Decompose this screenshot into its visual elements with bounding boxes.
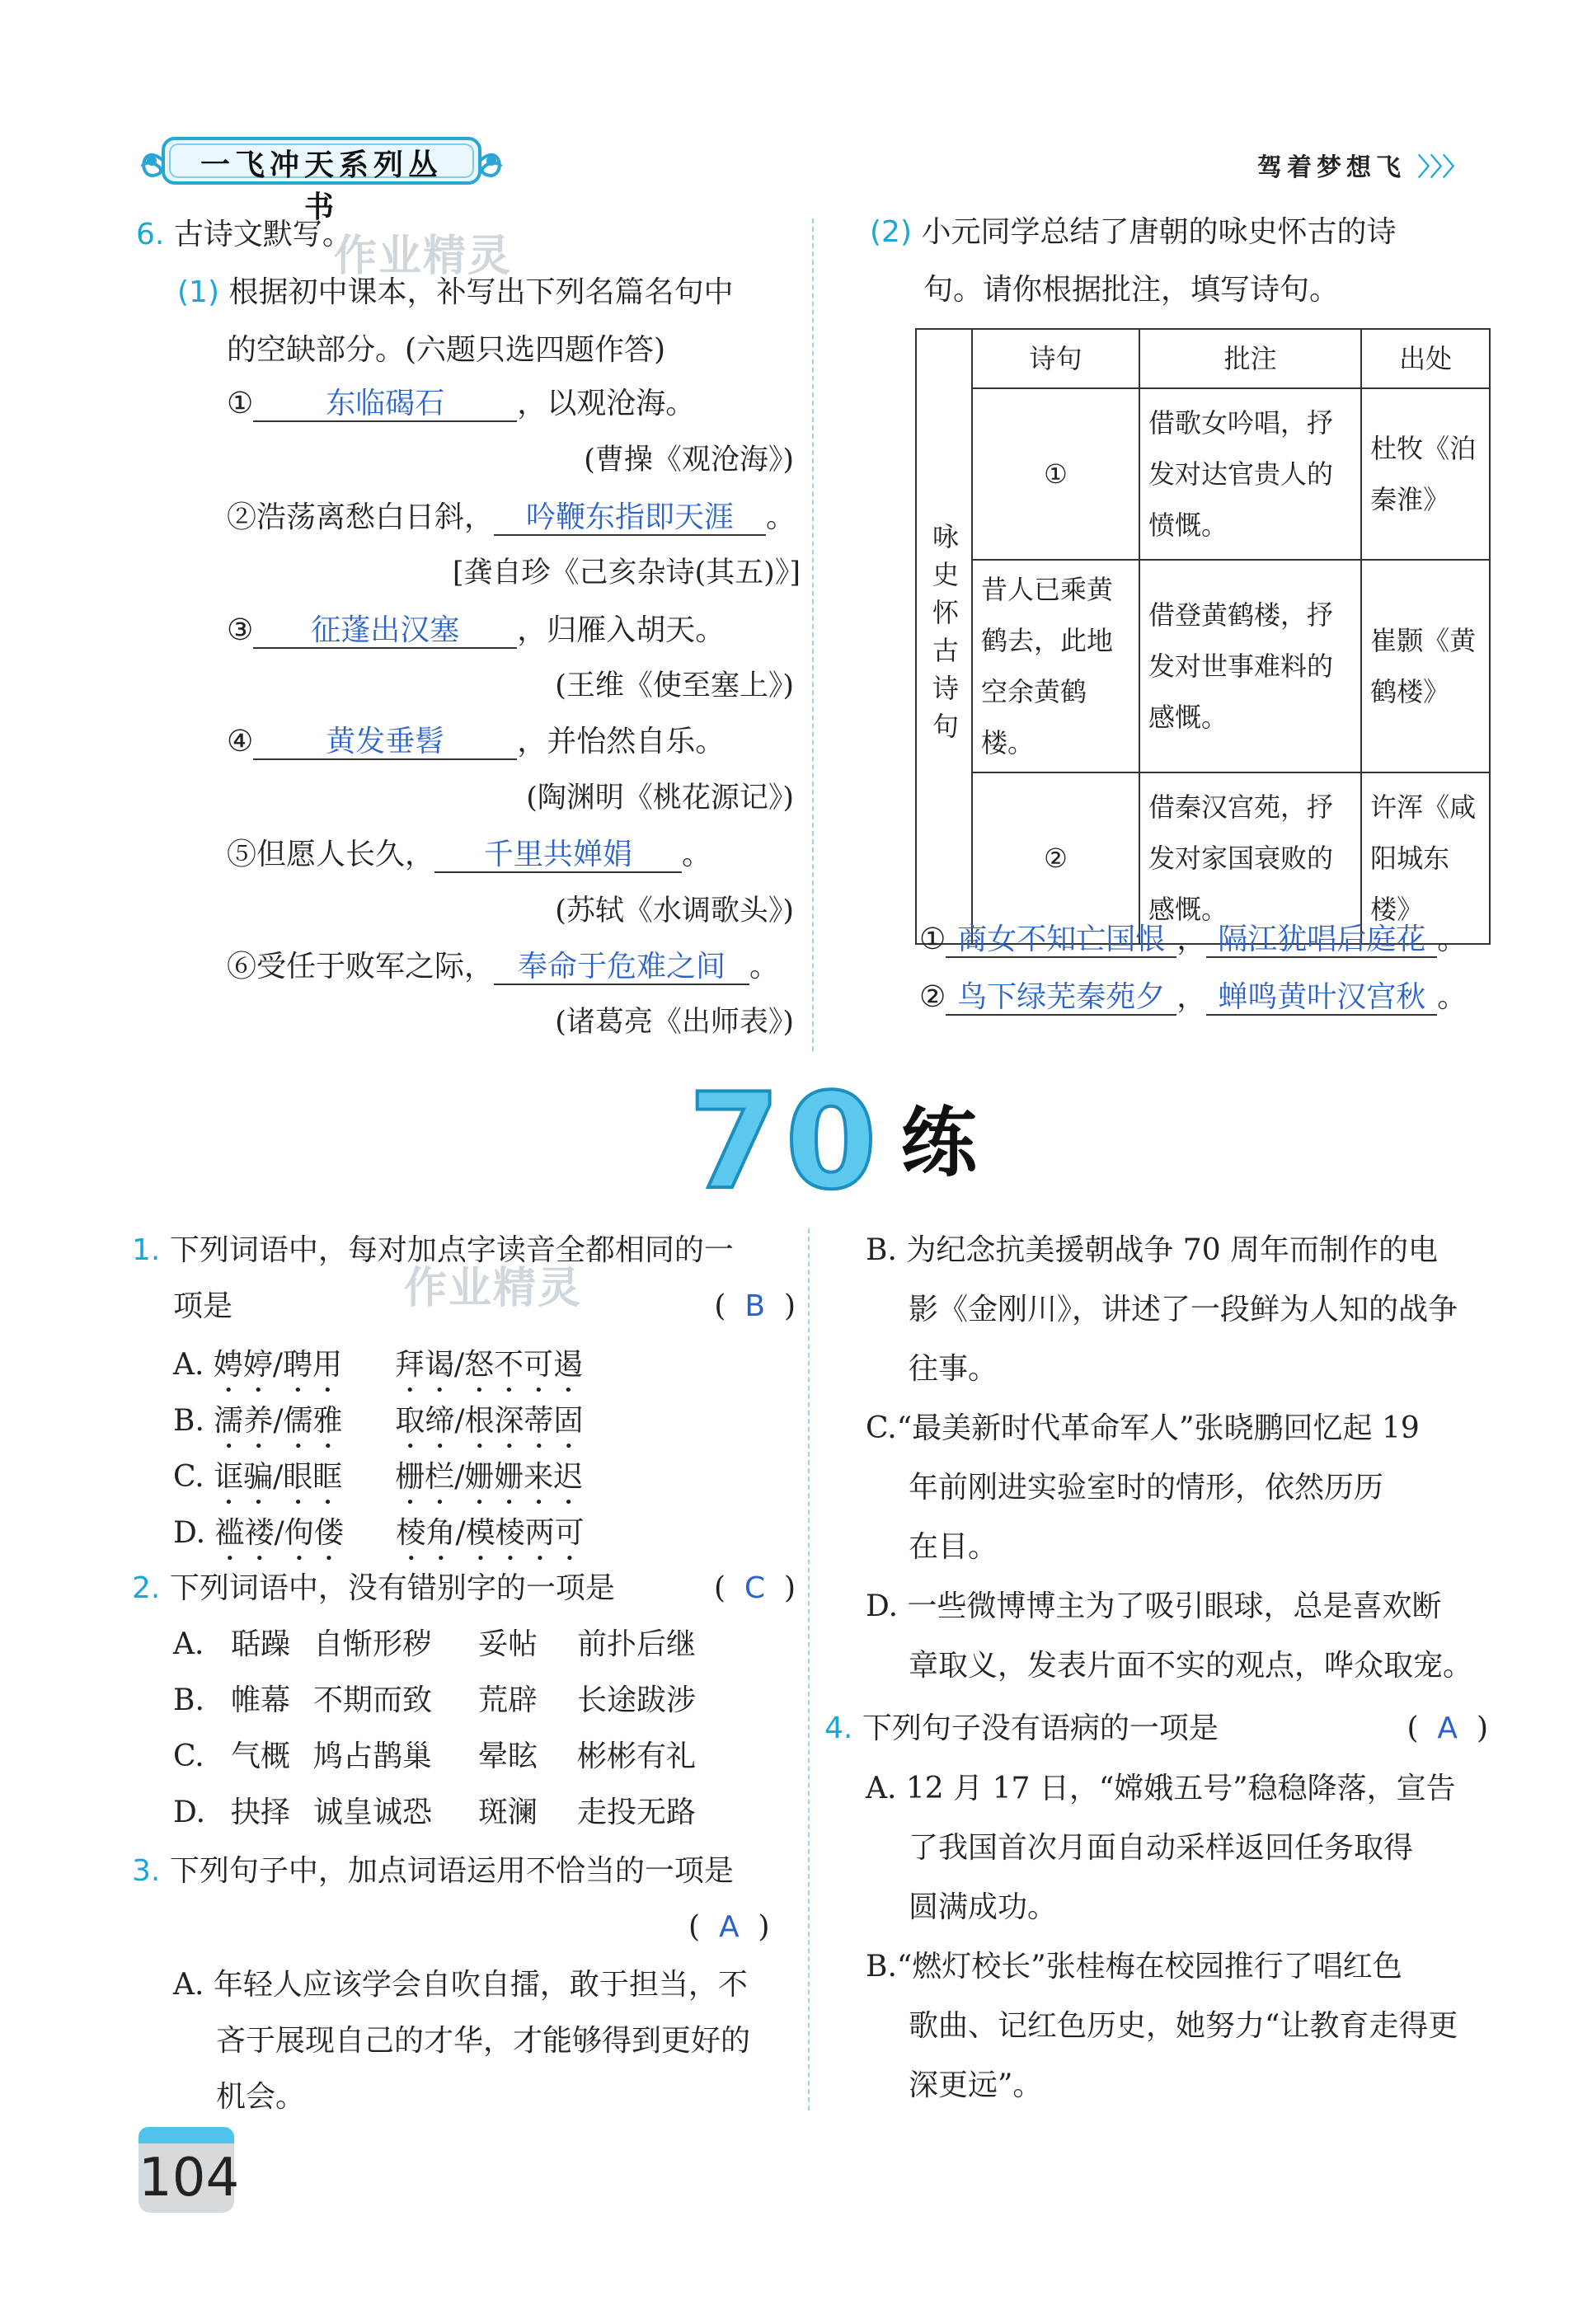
- table-cell-poem: 昔人已乘黄鹤去，此地空余黄鹤楼。: [972, 560, 1139, 772]
- answer-bracket[interactable]: ( A ): [1407, 1711, 1488, 1745]
- question-number: 3.: [132, 1854, 161, 1888]
- item-text: 。: [749, 950, 780, 984]
- q4-option-a[interactable]: A. 12 月 17 日，“嫦娥五号”稳稳降落，宣告 了我国首次月面自动采样返回任务取得 圆满成功。: [866, 1772, 1456, 1924]
- answer-bracket[interactable]: ( C ): [713, 1571, 796, 1605]
- item-marker: ①: [919, 923, 946, 956]
- q2-option[interactable]: C. 气概 鸠占鹊巢 晕眩 彬彬有礼: [173, 1739, 697, 1773]
- answer-text: 蝉鸣黄叶汉宫秋: [1218, 980, 1426, 1014]
- question-text: 下列词语中，每对加点字读音全都相同的一: [169, 1233, 734, 1267]
- table-cell-poem: ①: [972, 388, 1139, 560]
- answer-blank[interactable]: [434, 838, 682, 873]
- section6-title: [136, 218, 352, 251]
- watermark: 作业精灵: [334, 232, 513, 281]
- item-text: 。: [766, 500, 796, 534]
- answer-blank[interactable]: [946, 981, 1176, 1016]
- item-text: 。: [1437, 980, 1468, 1014]
- answer-blank[interactable]: [253, 725, 517, 760]
- table-cell-poem: ②: [972, 772, 1139, 944]
- q2-stem: [132, 1572, 796, 1605]
- q3-stem: [132, 1855, 734, 1888]
- q1-stem: [132, 1234, 734, 1267]
- series-title: 一飞冲天系列丛书: [200, 148, 443, 224]
- q1-stem-cont: [173, 1290, 796, 1323]
- item-text: ，归雁入胡天。: [517, 613, 726, 647]
- fill-item-4: [227, 725, 725, 760]
- answer-blank[interactable]: [1206, 923, 1437, 958]
- prompt-line: 小元同学总结了唐朝的咏史怀古的诗: [921, 215, 1397, 249]
- question-title: 古诗文默写。: [173, 218, 352, 251]
- fill-item-5: [227, 838, 711, 873]
- fill-item-3: [227, 614, 725, 649]
- practice-title: [688, 1064, 977, 1218]
- answer-letter: B: [744, 1289, 766, 1323]
- answer-blank[interactable]: [946, 923, 1176, 958]
- question-number: 4.: [824, 1711, 853, 1745]
- q2-option[interactable]: B. 帷幕 不期而致 荒辟 长途跋涉: [173, 1683, 697, 1717]
- item-source: (苏轼《水调歌头》): [555, 894, 794, 927]
- item-text: ，以观沧海。: [517, 387, 696, 420]
- table-header: 出处: [1361, 329, 1490, 388]
- answer-letter: C: [744, 1571, 766, 1605]
- q3-option-d[interactable]: D. 一些微博博主为了吸引眼球，总是喜欢断 章取义，发表片面不实的观点，哗众取宠。: [866, 1589, 1473, 1683]
- item-text: 浩荡离愁白日斜，: [256, 500, 495, 534]
- table-header: 批注: [1139, 329, 1361, 388]
- part1-prompt: [177, 276, 733, 309]
- practice-number: 70: [688, 1064, 882, 1218]
- part2-prompt-cont: 句。请你根据批注，填写诗句。: [923, 273, 1340, 307]
- fill-item-1: [227, 387, 695, 422]
- table-cell-source: 崔颢《黄鹤楼》: [1361, 560, 1490, 772]
- column-divider-bottom: [808, 1228, 810, 2110]
- question-text: 项是: [173, 1289, 233, 1323]
- item-text: 受任于败军之际，: [256, 950, 495, 984]
- answer-blank[interactable]: [253, 614, 517, 649]
- table-cell-source: 杜牧《泊秦淮》: [1361, 388, 1490, 560]
- answer-text: 千里共婵娟: [484, 838, 633, 871]
- question-text: 下列句子中，加点词语运用不恰当的一项是: [169, 1854, 734, 1888]
- item-marker: ③: [227, 613, 254, 647]
- column-divider-top: [812, 218, 814, 1051]
- item-marker: ⑥: [227, 950, 257, 984]
- item-marker: ⑤: [227, 838, 257, 871]
- item-marker: ②: [227, 500, 257, 534]
- question-text: 下列词语中，没有错别字的一项是: [169, 1571, 615, 1605]
- item-text: 。: [1437, 923, 1468, 956]
- answer-blank[interactable]: [1206, 981, 1437, 1016]
- answer-text: 奉命于危难之间: [518, 950, 726, 984]
- answer-letter: A: [1437, 1711, 1458, 1745]
- table-cell-note: 借歌女吟唱，抒发对达官贵人的愤慨。: [1139, 388, 1361, 560]
- answer-text: 东临碣石: [326, 387, 445, 420]
- part-number: (1): [177, 275, 219, 309]
- q1-option[interactable]: D. 褴褛/佝偻 棱角/模棱两可: [173, 1516, 585, 1550]
- practice-label: 练: [900, 1099, 977, 1187]
- item-marker: ④: [227, 725, 254, 758]
- answer-letter: A: [718, 1910, 740, 1944]
- question-text: 下列句子没有语病的一项是: [862, 1711, 1219, 1745]
- q1-option[interactable]: C. 诓骗/眼眶 栅栏/姗姗来迟: [173, 1460, 584, 1494]
- table-side-label: 咏史怀古诗句: [916, 329, 972, 944]
- item-source: (王维《使至塞上》): [555, 669, 794, 702]
- part-number: (2): [870, 215, 912, 249]
- table-cell-source: 许浑《咸阳城东楼》: [1361, 772, 1490, 944]
- answer-bracket[interactable]: ( A ): [688, 1910, 770, 1944]
- item-text: ，并怡然自乐。: [517, 725, 726, 758]
- q3-option-a[interactable]: A. 年轻人应该学会自吹自擂，敢于担当，不 吝于展现自己的才华，才能够得到更好的 机会。: [173, 1968, 751, 2114]
- item-source: (曹操《观沧海》): [584, 444, 794, 477]
- item-text: 。: [682, 838, 712, 871]
- q3-option-c[interactable]: C.“最美新时代革命军人”张晓鹏回忆起 19 年前刚进实验室时的情形，依然历历 在目。: [866, 1411, 1420, 1564]
- q3-option-b[interactable]: B. 为纪念抗美援朝战争 70 周年而制作的电 影《金刚川》，讲述了一段鲜为人知的战争 往事。: [866, 1233, 1458, 1386]
- answer-blank[interactable]: [253, 387, 517, 422]
- item-source: (诸葛亮《出师表》): [555, 1006, 794, 1039]
- q2-option[interactable]: A. 聒躁 自惭形秽 妥帖 前扑后继: [173, 1627, 697, 1661]
- q1-option[interactable]: A. 娉婷/聘用 拜谒/怒不可遏: [173, 1348, 584, 1382]
- table-header: 诗句: [972, 329, 1139, 388]
- item-marker: ②: [919, 980, 946, 1014]
- fill-item-6: [227, 951, 779, 985]
- table-answer-2: ② 鸟下绿芜秦苑夕 ， 蝉鸣黄叶汉宫秋 。: [919, 980, 1468, 1014]
- item-source: (陶渊明《桃花源记》): [526, 782, 794, 815]
- header-slogan: [1257, 147, 1467, 183]
- answer-text: 吟鞭东指即天涯: [526, 500, 735, 534]
- answer-text: 鸟下绿芜秦苑夕: [957, 980, 1166, 1014]
- fill-item-2: [227, 501, 796, 536]
- answer-bracket[interactable]: ( B ): [714, 1289, 796, 1323]
- q4-option-b[interactable]: B.“燃灯校长”张桂梅在校园推行了唱红色 歌曲、记红色历史，她努力“让教育走得更 深更远”。: [866, 1950, 1458, 2102]
- answer-blank[interactable]: [494, 501, 766, 536]
- item-source: [龚自珍《己亥杂诗(其五)》]: [452, 556, 801, 589]
- page-number: 104: [139, 2143, 234, 2213]
- question-number: 6.: [136, 218, 165, 251]
- q2-option[interactable]: D. 抉择 诚皇诚恐 斑澜 走投无路: [173, 1796, 697, 1829]
- item-marker: ①: [227, 387, 254, 420]
- answer-text: 黄发垂髫: [326, 725, 445, 758]
- answer-text: 隔江犹唱后庭花: [1218, 923, 1426, 956]
- table-answer-1: ① 商女不知亡国恨 ， 隔江犹唱后庭花 。: [919, 923, 1468, 956]
- answer-blank[interactable]: [494, 951, 749, 985]
- arrows-icon: 〉〉〉: [1417, 153, 1468, 182]
- slogan-text: 驾着梦想飞: [1257, 153, 1406, 182]
- part1-prompt-cont: 的空缺部分。(六题只选四题作答): [227, 333, 666, 367]
- answer-text: 征蓬出汉塞: [311, 613, 460, 647]
- part2-prompt: [870, 216, 1396, 249]
- answer-text: 商女不知亡国恨: [957, 923, 1166, 956]
- prompt-line: 根据初中课本，补写出下列名篇名句中: [228, 275, 734, 309]
- question-number: 2.: [132, 1571, 161, 1605]
- poem-table: [915, 328, 1491, 945]
- q4-stem: [824, 1712, 1488, 1745]
- question-number: 1.: [132, 1233, 161, 1267]
- table-cell-note: 借秦汉宫苑，抒发对家国衰败的感慨。: [1139, 772, 1361, 944]
- table-cell-note: 借登黄鹤楼，抒发对世事难料的感慨。: [1139, 560, 1361, 772]
- watermark: 作业精灵: [404, 1264, 583, 1313]
- item-text: 但愿人长久，: [256, 838, 435, 871]
- q1-option[interactable]: B. 濡养/儒雅 取缔/根深蒂固: [173, 1404, 584, 1438]
